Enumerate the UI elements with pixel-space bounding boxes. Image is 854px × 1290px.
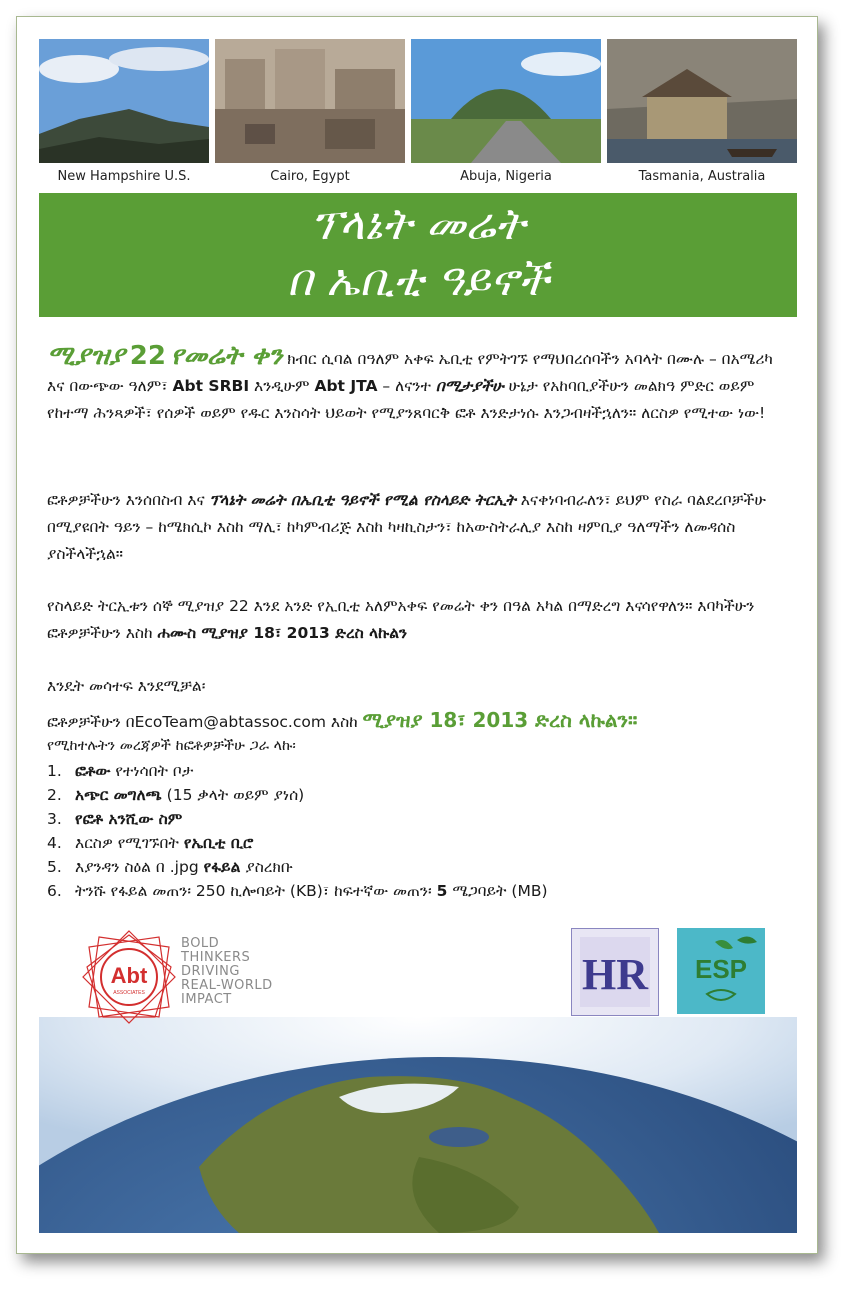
intro-bold: በሚታያችሁ <box>435 377 504 395</box>
deadline-bold: ሐሙስ ሚያዝያ 18፣ 2013 ድረስ ላኩልን <box>157 624 408 642</box>
list-item <box>47 759 795 783</box>
list-bold: አጭር መግለጫ <box>75 786 162 804</box>
esp-logo-text: ESP <box>694 954 748 984</box>
deadline-highlight: ሚያዝያ 18፣ 2013 ድረስ ላኩልን። <box>362 708 638 732</box>
banner-line-2: በ ኤቢቲ ዓይኖች <box>287 255 549 306</box>
list-number: 4. <box>47 834 62 852</box>
intro-text: ሁኔታ የአከባቢያችሁን መልክዓ ምድር ወይም የከተማ ሕንጻዎች፣ የሰዎች ወይም የዱር እንስሳት ህይወት የሚያንጸባርቅ ፎቶ እንድታነሱ እንጋብዛችኋለን። ለርስዎ የሚተው ነው! <box>47 377 766 422</box>
poster <box>16 16 818 1254</box>
list-bold: ፎቶው <box>75 762 111 780</box>
tagline-line: BOLD <box>181 936 220 951</box>
title-banner <box>39 193 797 317</box>
date-heading-num: 22 <box>129 341 166 371</box>
tagline-line: DRIVING <box>181 964 240 979</box>
list-number: 1. <box>47 762 62 780</box>
intro-paragraph <box>47 343 795 427</box>
list-text: ትንሹ የፋይል መጠን፡ 250 ኪሎባይት (KB)፣ ከፍተኛው መጠን፡ <box>75 882 437 900</box>
list-bold: የፋይል <box>203 858 241 876</box>
list-text: ያስረክቡ <box>240 858 293 876</box>
banner-line-1: ፕላኔት መሬት <box>311 199 525 250</box>
list-item <box>47 831 795 855</box>
hr-logo <box>571 928 659 1016</box>
esp-logo <box>677 928 765 1014</box>
photo-abuja <box>411 39 601 163</box>
intro-text: – ለናንተ <box>377 377 436 395</box>
list-item <box>47 807 795 831</box>
list-number: 3. <box>47 810 62 828</box>
date-heading-a: ሚያዝያ <box>47 341 125 371</box>
earth-image <box>39 1017 797 1233</box>
info-line: የሚከተሉትን መረጃዎች ከፎቶዎቻችሁ ጋራ ላኩ፡ <box>47 738 296 754</box>
list-text: ሜጋባይት (MB) <box>447 882 548 900</box>
list-text: የተነሳበት ቦታ <box>110 762 194 780</box>
date-heading-b: የመሬት ቀን <box>170 341 283 371</box>
photo-caption: Cairo, Egypt <box>270 169 350 184</box>
abt-logo <box>79 927 179 1027</box>
deadline-paragraph <box>47 593 795 647</box>
tagline-line: THINKERS <box>181 950 251 965</box>
photo-cairo <box>215 39 405 163</box>
intro-text: እንዲሁም <box>249 377 315 395</box>
abt-tagline <box>181 937 273 1007</box>
intro-text: ክብር ሲባል በዓለም አቀፍ ኤቢቲ የምትገኙ የማህበረሰባችን አባላት በሙሉ – በአሜሪካ እና በውጭው ዓለም፣ <box>47 350 773 395</box>
paragraph-text: እናቀነባብራለን፣ ይህም የስራ ባልደረቦቻችሁ በሚያዩበት ዓይን – ከሜክሲኮ እስከ ማሊ፣ ከካምብሪጅ እስከ ካዛኪስታን፣ ከአውስትራሊያ እስከ ዛምቢያ ዓለማችን ለመዳሰስ ያስችላችኋል። <box>47 491 766 563</box>
photo-caption: Tasmania, Australia <box>638 169 766 184</box>
send-line <box>47 707 795 736</box>
photo-caption: New Hampshire U.S. <box>57 169 191 184</box>
list-item <box>47 783 795 807</box>
paragraph-text: የስላይድ ትርኢቱን ሰኞ ሚያዝያ 22 እንደ አንድ የኢቢቲ አለምአቀፍ የመሬት ቀን በዓል አካል በማድረግ እናሳየዋለን። እባካችሁን ፎቶዎቻችሁን እስከ <box>47 597 755 642</box>
list-number: 2. <box>47 786 62 804</box>
abt-logo-text: Abt <box>110 963 148 988</box>
send-text: እስከ <box>325 713 363 731</box>
tagline-line: REAL-WORLD <box>181 978 273 993</box>
abt-srbi: Abt SRBI <box>172 377 250 395</box>
list-bold: 5 <box>436 882 448 900</box>
tagline-line: IMPACT <box>181 992 232 1007</box>
list-number: 5. <box>47 858 62 876</box>
list-text: (15 ቃላት ወይም ያነሰ) <box>161 786 305 804</box>
list-bold: የኤቢቲ ቢሮ <box>183 834 254 852</box>
list-text: እርስዎ የሚገኙበት <box>75 834 184 852</box>
paragraph-text: ፎቶዎቻችሁን እንሰበስብ እና <box>47 491 210 509</box>
email-link[interactable]: EcoTeam@abtassoc.com <box>134 713 326 731</box>
send-text: ፎቶዎቻችሁን በ <box>47 713 135 731</box>
photo-tasmania <box>607 39 797 163</box>
photo-new-hampshire <box>39 39 209 163</box>
list-bold: የፎቶ አንሺው ስም <box>75 810 183 828</box>
slideshow-paragraph <box>47 487 795 568</box>
photo-caption: Abuja, Nigeria <box>460 169 552 184</box>
abt-logo-subtext: ASSOCIATES <box>113 990 145 996</box>
list-item <box>47 879 795 903</box>
list-text: እያንዳን ስዕል በ .jpg <box>75 858 204 876</box>
howto-heading: እንዴት መሳተፍ እንደሚቻል፡ <box>47 677 206 695</box>
list-number: 6. <box>47 882 62 900</box>
slideshow-title: ፕላኔት መሬት በኤቢቲ ዓይኖች የሚል የስላይድ ትርኢት <box>209 491 516 509</box>
list-item <box>47 855 795 879</box>
hr-logo-text: HR <box>582 950 648 999</box>
requirements-list <box>47 759 795 903</box>
abt-jta: Abt JTA <box>314 377 378 395</box>
